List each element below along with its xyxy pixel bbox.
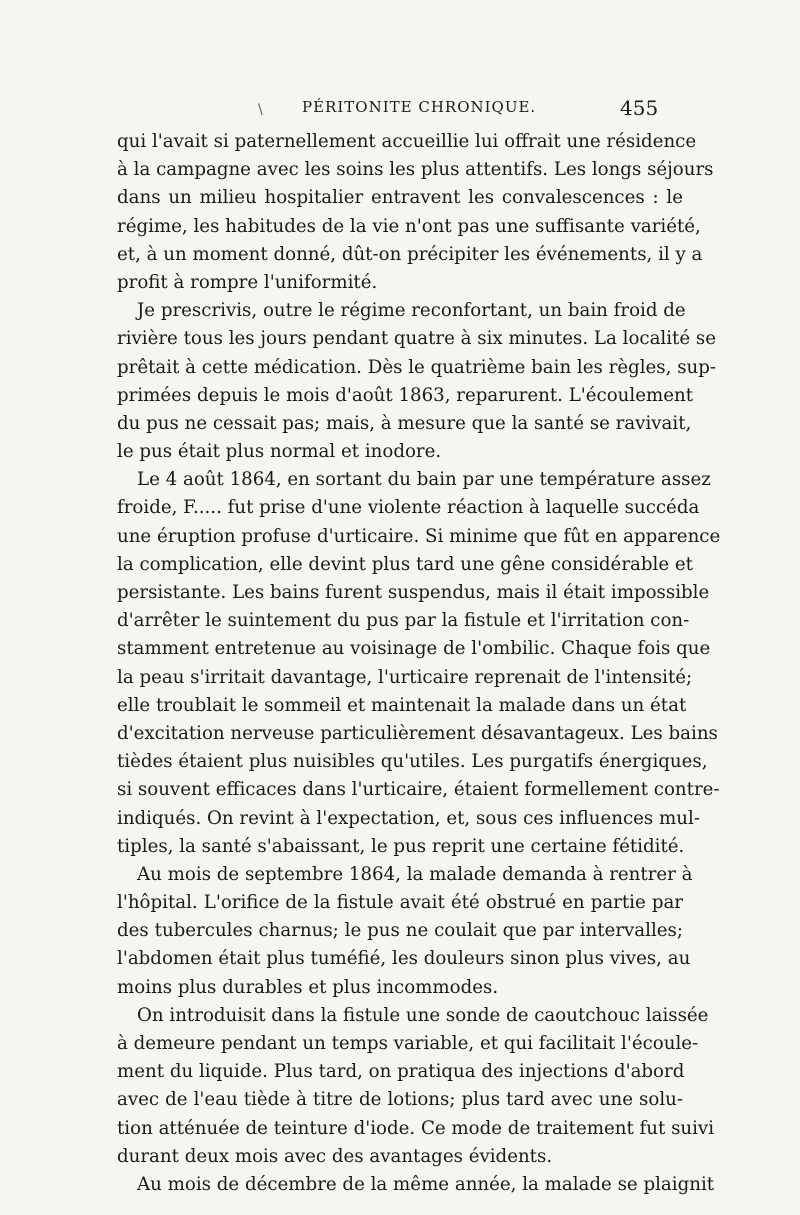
text-line: stamment entretenue au voisinage de l'ombilic. Chaque fois que xyxy=(117,638,711,660)
page-header xyxy=(0,96,800,126)
text-line: la peau s'irritait davantage, l'urticaire reprenait de l'intensité; xyxy=(117,666,693,688)
text-line: durant deux mois avec des avantages évidents. xyxy=(117,1145,553,1167)
text-line: prêtait à cette médication. Dès le quatrième bain les règles, sup- xyxy=(117,356,717,378)
text-line: une éruption profuse d'urticaire. Si minime que fût en apparence xyxy=(117,525,721,547)
text-line: Le 4 août 1864, en sortant du bain par une température assez xyxy=(137,469,711,491)
text-line: la complication, elle devint plus tard une gêne considérable et xyxy=(117,553,693,575)
text-line: elle troublait le sommeil et maintenait la malade dans un état xyxy=(117,694,687,716)
body-text xyxy=(117,128,721,1199)
text-line: tion atténuée de teinture d'iode. Ce mode de traitement fut suivi xyxy=(117,1117,715,1139)
text-line: qui l'avait si paternellement accueillie lui offrait une résidence xyxy=(117,131,697,152)
running-title: PÉRITONITE CHRONIQUE. xyxy=(302,98,537,116)
header-tick-mark: \ xyxy=(258,102,263,118)
text-line: l'abdomen était plus tuméfié, les douleurs sinon plus vives, au xyxy=(117,948,691,970)
text-line: le pus était plus normal et inodore. xyxy=(117,441,442,463)
text-line: indiqués. On revint à l'expectation, et, sous ces influences mul- xyxy=(117,807,700,829)
text-line: primées depuis le mois d'août 1863, reparurent. L'écoulement xyxy=(117,384,694,406)
text-line: si souvent efficaces dans l'urticaire, étaient formellement contre- xyxy=(117,779,720,801)
text-line: moins plus durables et plus incommodes. xyxy=(117,976,499,998)
text-line: froide, F..... fut prise d'une violente réaction à laquelle succéda xyxy=(117,497,700,519)
text-line: Au mois de septembre 1864, la malade demanda à rentrer à xyxy=(137,863,693,885)
text-line: d'arrêter le suintement du pus par la fistule et l'irritation con- xyxy=(117,610,690,632)
text-line: l'hôpital. L'orifice de la fistule avait été obstrué en partie par xyxy=(117,892,683,914)
text-line: Je prescrivis, outre le régime reconfortant, un bain froid de xyxy=(137,300,686,322)
text-line: d'excitation nerveuse particulièrement désavantageux. Les bains xyxy=(117,722,718,744)
text-line: dans un milieu hospitalier entravent les convalescences : le xyxy=(117,187,683,209)
text-line: avec de l'eau tiède à titre de lotions; plus tard avec une solu- xyxy=(117,1089,683,1111)
text-line: On introduisit dans la fistule une sonde de caoutchouc laissée xyxy=(137,1004,709,1026)
text-line: Au mois de décembre de la même année, la malade se plaignit xyxy=(137,1173,715,1195)
page-number: 455 xyxy=(620,96,659,120)
text-line: tiples, la santé s'abaissant, le pus reprit une certaine fétidité. xyxy=(117,835,685,857)
text-line: à demeure pendant un temps variable, et qui facilitait l'écoule- xyxy=(117,1033,699,1054)
text-line: tièdes étaient plus nuisibles qu'utiles. Les purgatifs énergiques, xyxy=(117,751,708,773)
text-line: à la campagne avec les soins les plus attentifs. Les longs séjours xyxy=(117,159,714,181)
text-line: rivière tous les jours pendant quatre à six minutes. La localité se xyxy=(117,328,717,350)
text-line: et, à un moment donné, dût-on précipiter les événements, il y a xyxy=(117,243,703,265)
text-line: des tubercules charnus; le pus ne coulait que par intervalles; xyxy=(117,920,683,942)
text-line: ment du liquide. Plus tard, on pratiqua des injections d'abord xyxy=(117,1061,685,1083)
text-line: du pus ne cessait pas; mais, à mesure que la santé se ravivait, xyxy=(117,412,692,434)
text-line: régime, les habitudes de la vie n'ont pas une suffisante variété, xyxy=(117,215,701,237)
text-line: profit à rompre l'uniformité. xyxy=(117,271,378,293)
text-line: persistante. Les bains furent suspendus, mais il était impossible xyxy=(117,582,710,603)
